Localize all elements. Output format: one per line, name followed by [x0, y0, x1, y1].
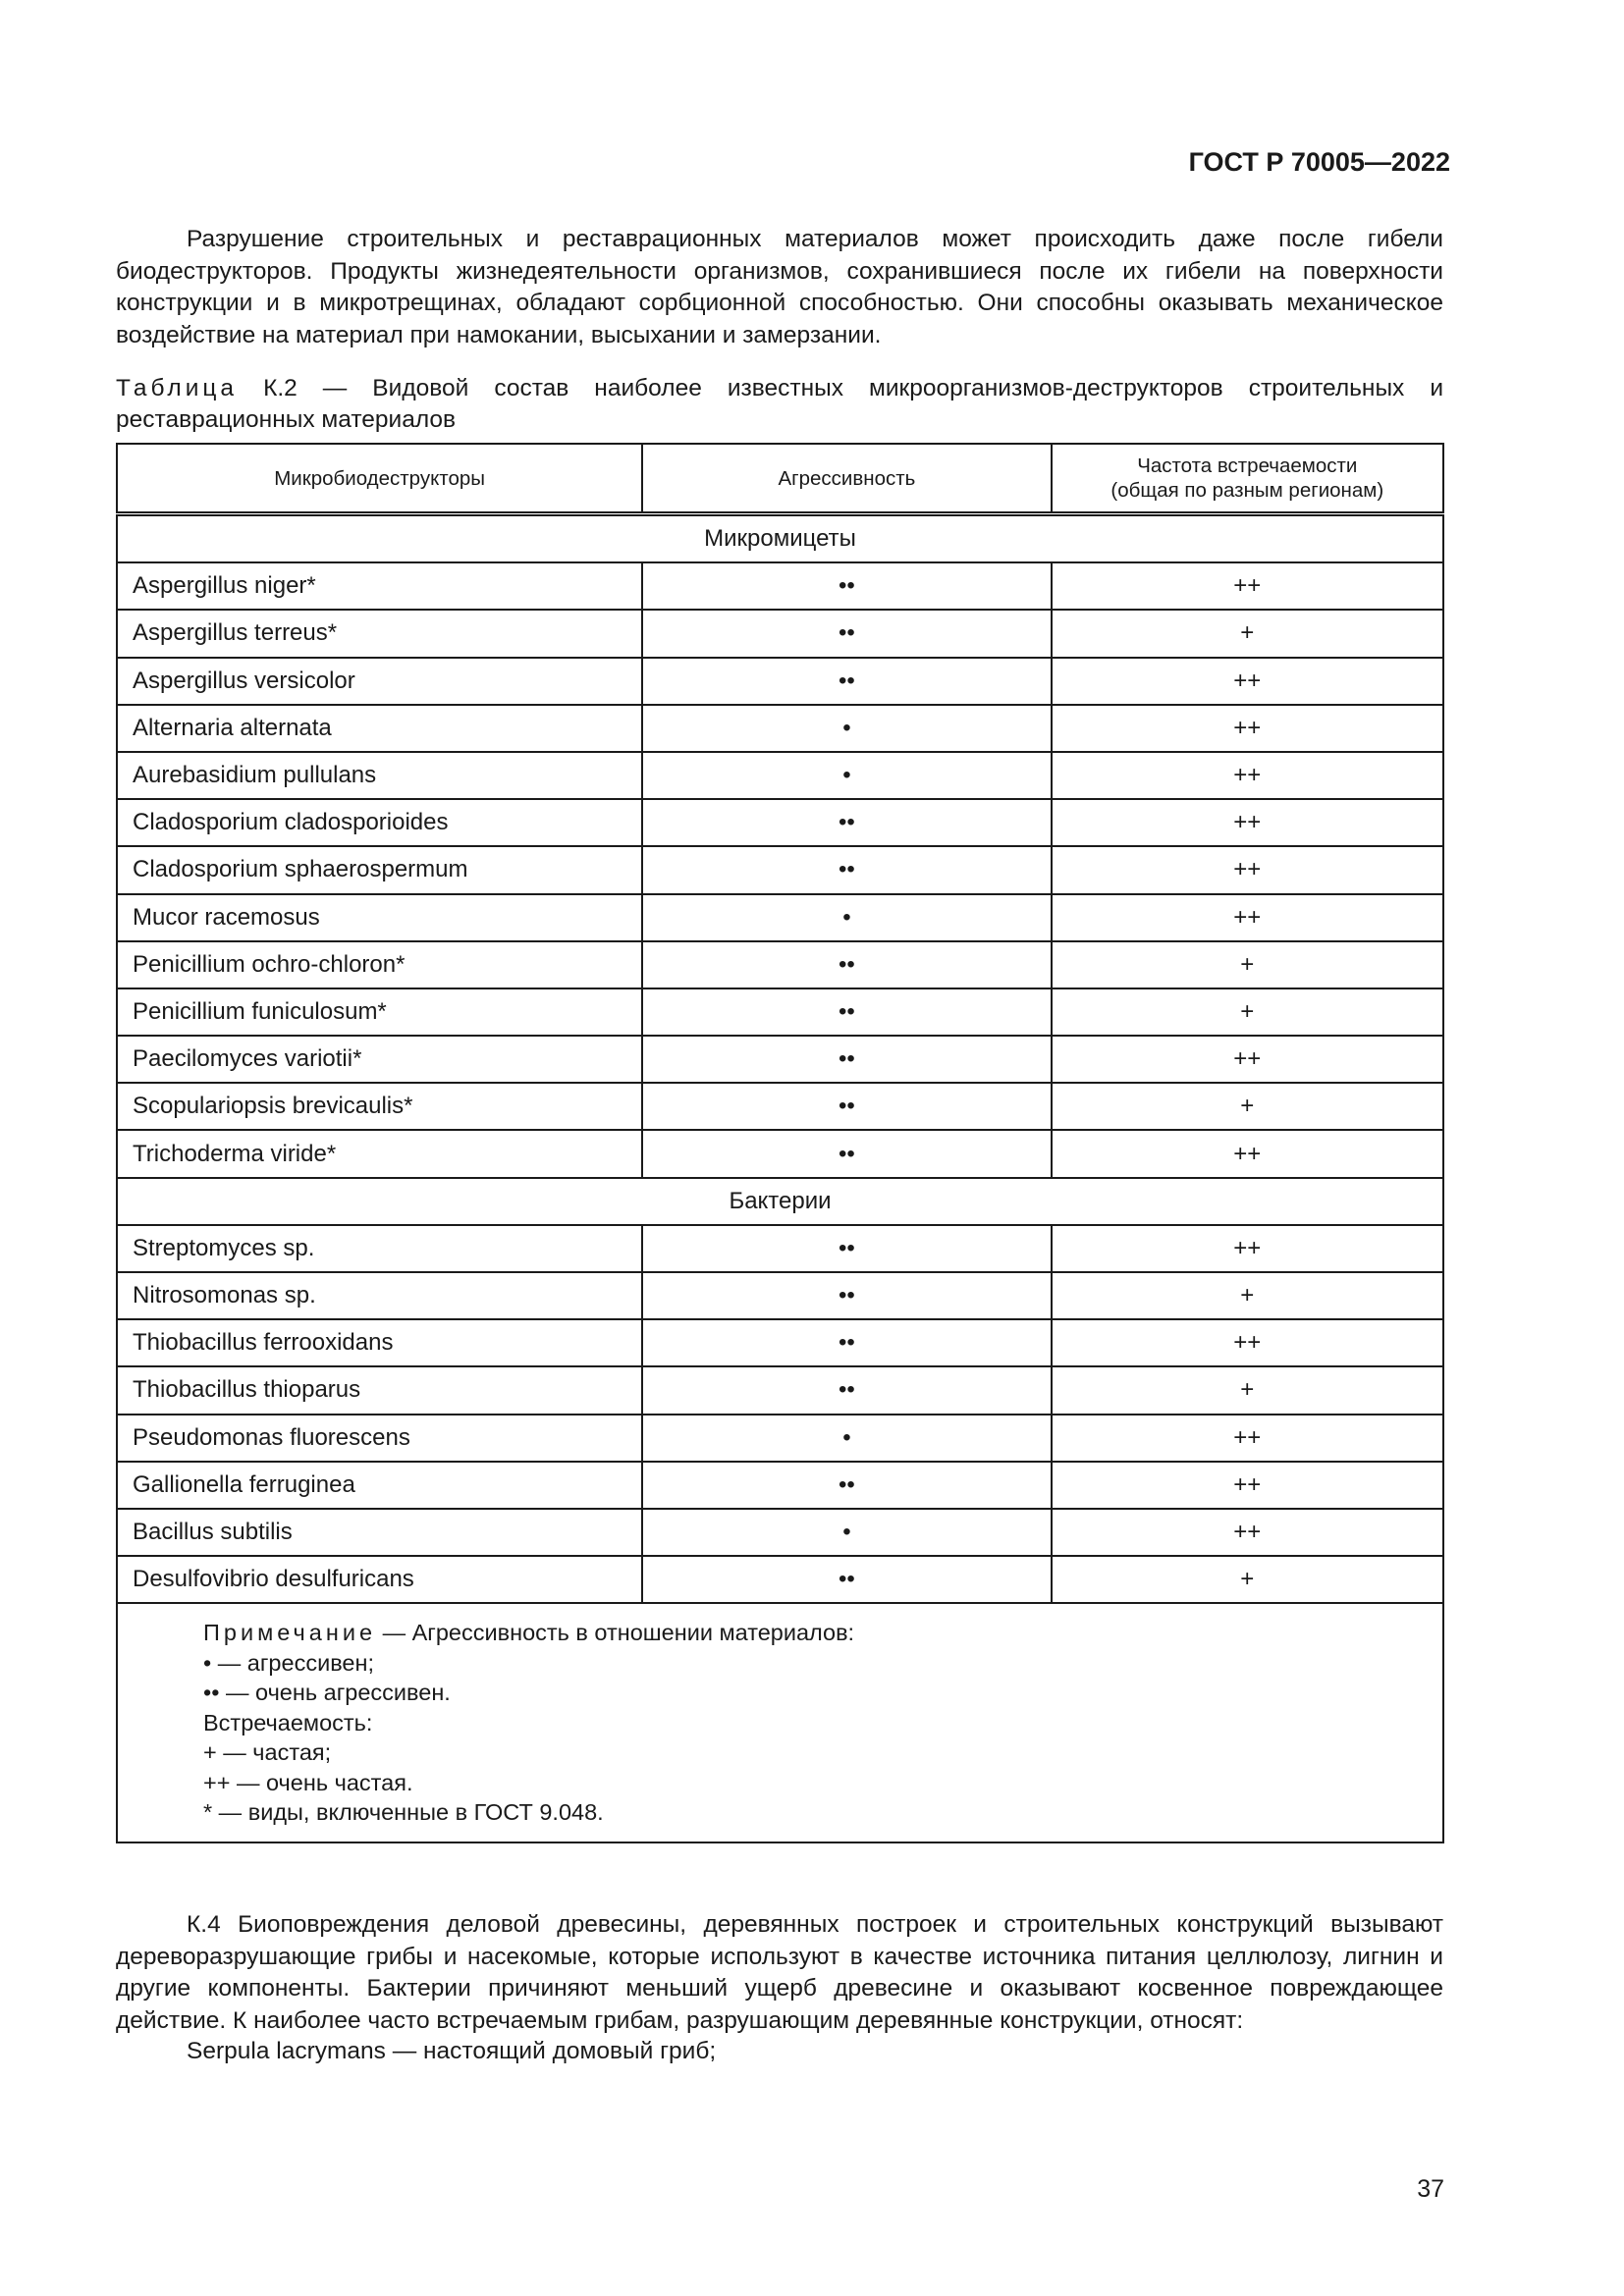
note-line: * — виды, включенные в ГОСТ 9.048. — [203, 1799, 604, 1826]
header-frequency-line1: Частота встречаемости — [1137, 454, 1358, 477]
note-line: Примечание — Агрессивность в отношении материалов: — [203, 1620, 855, 1646]
frequency-cell: ++ — [1052, 752, 1443, 799]
table-row — [117, 1272, 1443, 1319]
group-row — [117, 1178, 1443, 1225]
table-row — [117, 1225, 1443, 1272]
organism-name: Penicillium ochro-chloron* — [117, 941, 642, 988]
aggressiveness-cell: •• — [642, 1083, 1051, 1130]
frequency-cell: ++ — [1052, 1036, 1443, 1083]
aggressiveness-cell: •• — [642, 1130, 1051, 1177]
frequency-cell: ++ — [1052, 1319, 1443, 1366]
organism-name: Desulfovibrio desulfuricans — [117, 1556, 642, 1603]
organism-name: Aurebasidium pullulans — [117, 752, 642, 799]
paragraph-serpula: Serpula lacrymans — настоящий домовый гриб; — [187, 2038, 717, 2064]
frequency-cell: ++ — [1052, 658, 1443, 705]
aggressiveness-cell: •• — [642, 1556, 1051, 1603]
table-caption — [116, 373, 1443, 436]
aggressiveness-cell: •• — [642, 941, 1051, 988]
header-aggressiveness: Агрессивность — [642, 444, 1051, 514]
table-row — [117, 1083, 1443, 1130]
aggressiveness-cell: •• — [642, 1319, 1051, 1366]
aggressiveness-cell: •• — [642, 562, 1051, 610]
group-row — [117, 514, 1443, 563]
organism-name: Bacillus subtilis — [117, 1509, 642, 1556]
organism-name: Trichoderma viride* — [117, 1130, 642, 1177]
table-row — [117, 846, 1443, 893]
table-header-row — [117, 444, 1443, 514]
table-note — [117, 1603, 1443, 1842]
table-row — [117, 894, 1443, 941]
table-row — [117, 1556, 1443, 1603]
table-row — [117, 1319, 1443, 1366]
organism-name: Thiobacillus thioparus — [117, 1366, 642, 1414]
organism-name: Cladosporium cladosporioides — [117, 799, 642, 846]
biodestructors-table — [116, 443, 1444, 1843]
frequency-cell: + — [1052, 1366, 1443, 1414]
frequency-cell: ++ — [1052, 1130, 1443, 1177]
table-caption-label: Таблица — [116, 375, 239, 401]
note-line: Встречаемость: — [203, 1709, 373, 1735]
aggressiveness-cell: •• — [642, 1366, 1051, 1414]
aggressiveness-cell: •• — [642, 610, 1051, 657]
paragraph-k4: К.4 Биоповреждения деловой древесины, деревянных построек и строительных конструкций вызывают дереворазрушающие грибы и насекомые, которые используют в качестве источника питания целлюлозу, лигнин и другие компоненты. Бактерии причиняют меньший ущерб древесине и оказывают косвенное повреждающее действие. К наиболее часто встречаемым грибам, разрушающим деревянные конструкции, относят: — [116, 1911, 1443, 2034]
frequency-cell: ++ — [1052, 1509, 1443, 1556]
table-caption-text: К.2 — Видовой состав наиболее известных микроорганизмов-деструкторов строительных и реставрационных материалов — [116, 375, 1443, 433]
organism-name: Thiobacillus ferrooxidans — [117, 1319, 642, 1366]
table-row — [117, 1415, 1443, 1462]
aggressiveness-cell: • — [642, 1509, 1051, 1556]
paragraph-intro: Разрушение строительных и реставрационных материалов может происходить даже после гибели биодеструкторов. Продукты жизнедеятельности организмов, сохранившиеся после их гибели на поверхности конструкции и в микротрещинах, обладают сорбционной способностью. Они способны оказывать механическое воздействие на материал при намокании, высыхании и замерзании. — [116, 226, 1443, 348]
note-line: • — агрессивен; — [203, 1649, 374, 1676]
table-row — [117, 988, 1443, 1036]
table-row — [117, 752, 1443, 799]
group-title: Микромицеты — [117, 514, 1443, 563]
aggressiveness-cell: •• — [642, 1462, 1051, 1509]
table-body — [117, 514, 1443, 1604]
frequency-cell: + — [1052, 1083, 1443, 1130]
frequency-cell: ++ — [1052, 894, 1443, 941]
aggressiveness-cell: •• — [642, 658, 1051, 705]
aggressiveness-cell: •• — [642, 1272, 1051, 1319]
frequency-cell: + — [1052, 610, 1443, 657]
table-note-row — [117, 1603, 1443, 1842]
standard-header: ГОСТ Р 70005—2022 — [1188, 147, 1450, 177]
table-row — [117, 941, 1443, 988]
organism-name: Paecilomyces variotii* — [117, 1036, 642, 1083]
header-biodestructors: Микробиодеструкторы — [117, 444, 642, 514]
aggressiveness-cell: •• — [642, 1036, 1051, 1083]
organism-name: Nitrosomonas sp. — [117, 1272, 642, 1319]
table-row — [117, 658, 1443, 705]
table-row — [117, 799, 1443, 846]
note-line: + — частая; — [203, 1739, 332, 1766]
table-row — [117, 705, 1443, 752]
note-label: Примечание — [203, 1620, 377, 1646]
organism-name: Pseudomonas fluorescens — [117, 1415, 642, 1462]
organism-name: Aspergillus versicolor — [117, 658, 642, 705]
table-row — [117, 1130, 1443, 1177]
table-row — [117, 562, 1443, 610]
organism-name: Aspergillus niger* — [117, 562, 642, 610]
page-number: 37 — [1417, 2175, 1444, 2203]
aggressiveness-cell: •• — [642, 846, 1051, 893]
organism-name: Gallionella ferruginea — [117, 1462, 642, 1509]
aggressiveness-cell: •• — [642, 799, 1051, 846]
frequency-cell: ++ — [1052, 705, 1443, 752]
organism-name: Penicillium funiculosum* — [117, 988, 642, 1036]
frequency-cell: + — [1052, 1272, 1443, 1319]
frequency-cell: + — [1052, 988, 1443, 1036]
organism-name: Mucor racemosus — [117, 894, 642, 941]
frequency-cell: ++ — [1052, 562, 1443, 610]
frequency-cell: + — [1052, 1556, 1443, 1603]
table-row — [117, 1366, 1443, 1414]
frequency-cell: + — [1052, 941, 1443, 988]
frequency-cell: ++ — [1052, 846, 1443, 893]
aggressiveness-cell: •• — [642, 1225, 1051, 1272]
note-line: •• — очень агрессивен. — [203, 1680, 451, 1706]
organism-name: Scopulariopsis brevicaulis* — [117, 1083, 642, 1130]
header-frequency-line2: (общая по разным регионам) — [1110, 479, 1384, 502]
organism-name: Streptomyces sp. — [117, 1225, 642, 1272]
table-row — [117, 1036, 1443, 1083]
note-line: ++ — очень частая. — [203, 1769, 413, 1795]
aggressiveness-cell: • — [642, 894, 1051, 941]
header-frequency — [1052, 444, 1443, 514]
table-row — [117, 610, 1443, 657]
frequency-cell: ++ — [1052, 1462, 1443, 1509]
frequency-cell: ++ — [1052, 799, 1443, 846]
organism-name: Aspergillus terreus* — [117, 610, 642, 657]
aggressiveness-cell: • — [642, 752, 1051, 799]
table-row — [117, 1509, 1443, 1556]
frequency-cell: ++ — [1052, 1415, 1443, 1462]
table-row — [117, 1462, 1443, 1509]
group-title: Бактерии — [117, 1178, 1443, 1225]
organism-name: Alternaria alternata — [117, 705, 642, 752]
aggressiveness-cell: • — [642, 1415, 1051, 1462]
frequency-cell: ++ — [1052, 1225, 1443, 1272]
aggressiveness-cell: •• — [642, 988, 1051, 1036]
aggressiveness-cell: • — [642, 705, 1051, 752]
organism-name: Cladosporium sphaerospermum — [117, 846, 642, 893]
